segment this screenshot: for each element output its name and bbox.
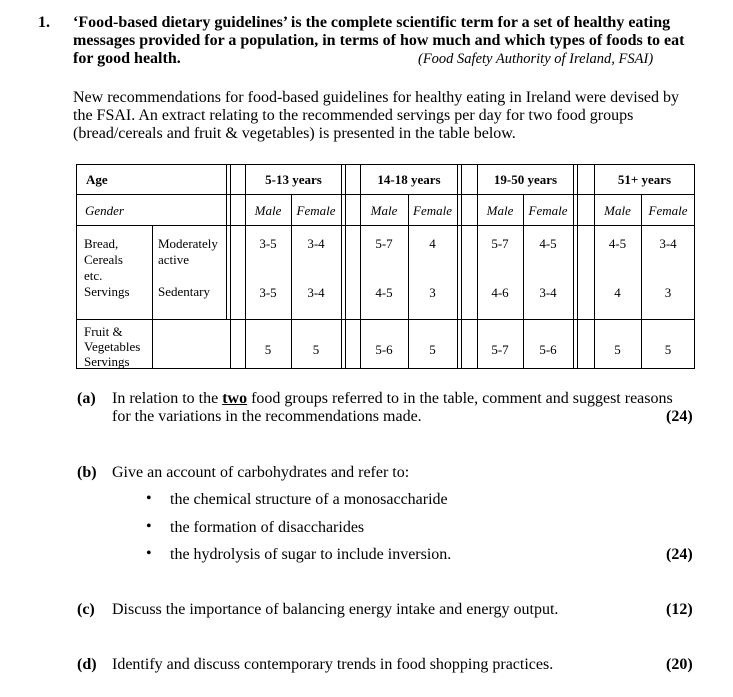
cell-moderate: 5-7 xyxy=(375,236,393,251)
gender-female: Female xyxy=(528,203,568,218)
sedentary-label: Sedentary xyxy=(158,284,210,299)
intro-paragraph: New recommendations for food-based guidelines for healthy eating in Ireland were devised by the FSAI. An extract relating to the recommended servings per day for two food groups (bread/cereals and fruit & vegetables) is presented in the table below. xyxy=(73,89,680,142)
source-citation: (Food Safety Authority of Ireland, FSAI) xyxy=(418,51,654,67)
cell-fruit-veg: 5 xyxy=(614,342,621,357)
bullet-icon: • xyxy=(146,518,152,535)
age-group-4: 51+ years xyxy=(617,172,672,187)
cell-fruit-veg: 5 xyxy=(429,342,436,357)
cell-moderate: 5-7 xyxy=(491,236,509,251)
cell-fruit-veg: 5-7 xyxy=(491,342,509,357)
gender-female: Female xyxy=(648,203,688,218)
moderately-active-label: Moderately active xyxy=(158,236,218,267)
servings-label: Servings xyxy=(84,284,130,299)
cell-sedentary: 3-4 xyxy=(539,285,557,300)
cell-moderate: 4 xyxy=(429,236,436,251)
gender-male: Male xyxy=(604,203,631,218)
gender-male: Male xyxy=(254,203,282,218)
cell-fruit-veg: 5-6 xyxy=(375,342,393,357)
cell-moderate: 4-5 xyxy=(539,236,557,251)
part-b-bullet-1: the chemical structure of a monosaccharide xyxy=(170,491,448,508)
part-d-marks: (20) xyxy=(666,656,693,673)
part-c-label: (c) xyxy=(77,601,95,618)
part-b-label: (b) xyxy=(77,464,97,481)
bullet-icon: • xyxy=(146,545,152,562)
part-c-marks: (12) xyxy=(666,601,693,618)
cell-sedentary: 4 xyxy=(614,285,621,300)
fruit-vegetables-label: Fruit & Vegetables Servings xyxy=(84,324,141,369)
bullet-icon: • xyxy=(146,490,152,507)
part-b-text: Give an account of carbohydrates and refer to: xyxy=(112,464,410,481)
part-a-text: In relation to the two food groups referred to in the table, comment and suggest reasons xyxy=(112,390,673,407)
part-a-marks: (24) xyxy=(666,408,693,425)
cell-moderate: 3-4 xyxy=(307,236,325,251)
cell-moderate: 4-5 xyxy=(608,236,627,251)
bread-cereals-label: Bread, Cereals etc. xyxy=(84,236,123,283)
cell-moderate: 3-5 xyxy=(259,236,277,251)
cell-fruit-veg: 5 xyxy=(664,342,672,357)
cell-fruit-veg: 5 xyxy=(264,342,272,357)
cell-sedentary: 4-6 xyxy=(491,285,509,300)
part-b-marks: (24) xyxy=(666,546,693,563)
age-group-3: 19-50 years xyxy=(493,172,558,187)
part-d-label: (d) xyxy=(77,656,97,673)
cell-moderate: 3-4 xyxy=(659,236,677,251)
cell-sedentary: 3-4 xyxy=(307,285,325,300)
emphasis-two: two xyxy=(222,390,248,407)
part-b-bullet-2: the formation of disaccharides xyxy=(170,519,365,536)
age-header: Age xyxy=(86,172,108,187)
gender-female: Female xyxy=(296,203,336,218)
cell-sedentary: 3-5 xyxy=(259,285,277,300)
intro-text: ‘Food-based dietary guidelines’ is the complete scientific term for a set of healthy eating messages provided for a population, in terms of how much and which types of foods to eat for good health. xyxy=(73,14,685,67)
part-a-text-line2: for the variations in the recommendations made. xyxy=(112,408,422,425)
cell-fruit-veg: 5-6 xyxy=(539,342,557,357)
gender-header: Gender xyxy=(85,203,124,218)
part-b-bullet-3: the hydrolysis of sugar to include inversion. xyxy=(170,546,452,563)
gender-male: Male xyxy=(486,203,514,218)
age-group-1: 5-13 years xyxy=(265,172,322,187)
cell-fruit-veg: 5 xyxy=(312,342,320,357)
gender-female: Female xyxy=(413,203,452,218)
servings-table xyxy=(76,164,695,369)
question-intro xyxy=(73,14,693,68)
cell-sedentary: 4-5 xyxy=(375,285,393,300)
age-group-2: 14-18 years xyxy=(377,172,441,187)
question-number: 1. xyxy=(38,14,50,31)
cell-sedentary: 3 xyxy=(429,285,436,300)
cell-sedentary: 3 xyxy=(664,285,672,300)
part-c-text: Discuss the importance of balancing energy intake and energy output. xyxy=(112,601,559,618)
part-a-label: (a) xyxy=(77,390,96,407)
gender-male: Male xyxy=(370,203,398,218)
part-d-text: Identify and discuss contemporary trends in food shopping practices. xyxy=(112,656,554,673)
